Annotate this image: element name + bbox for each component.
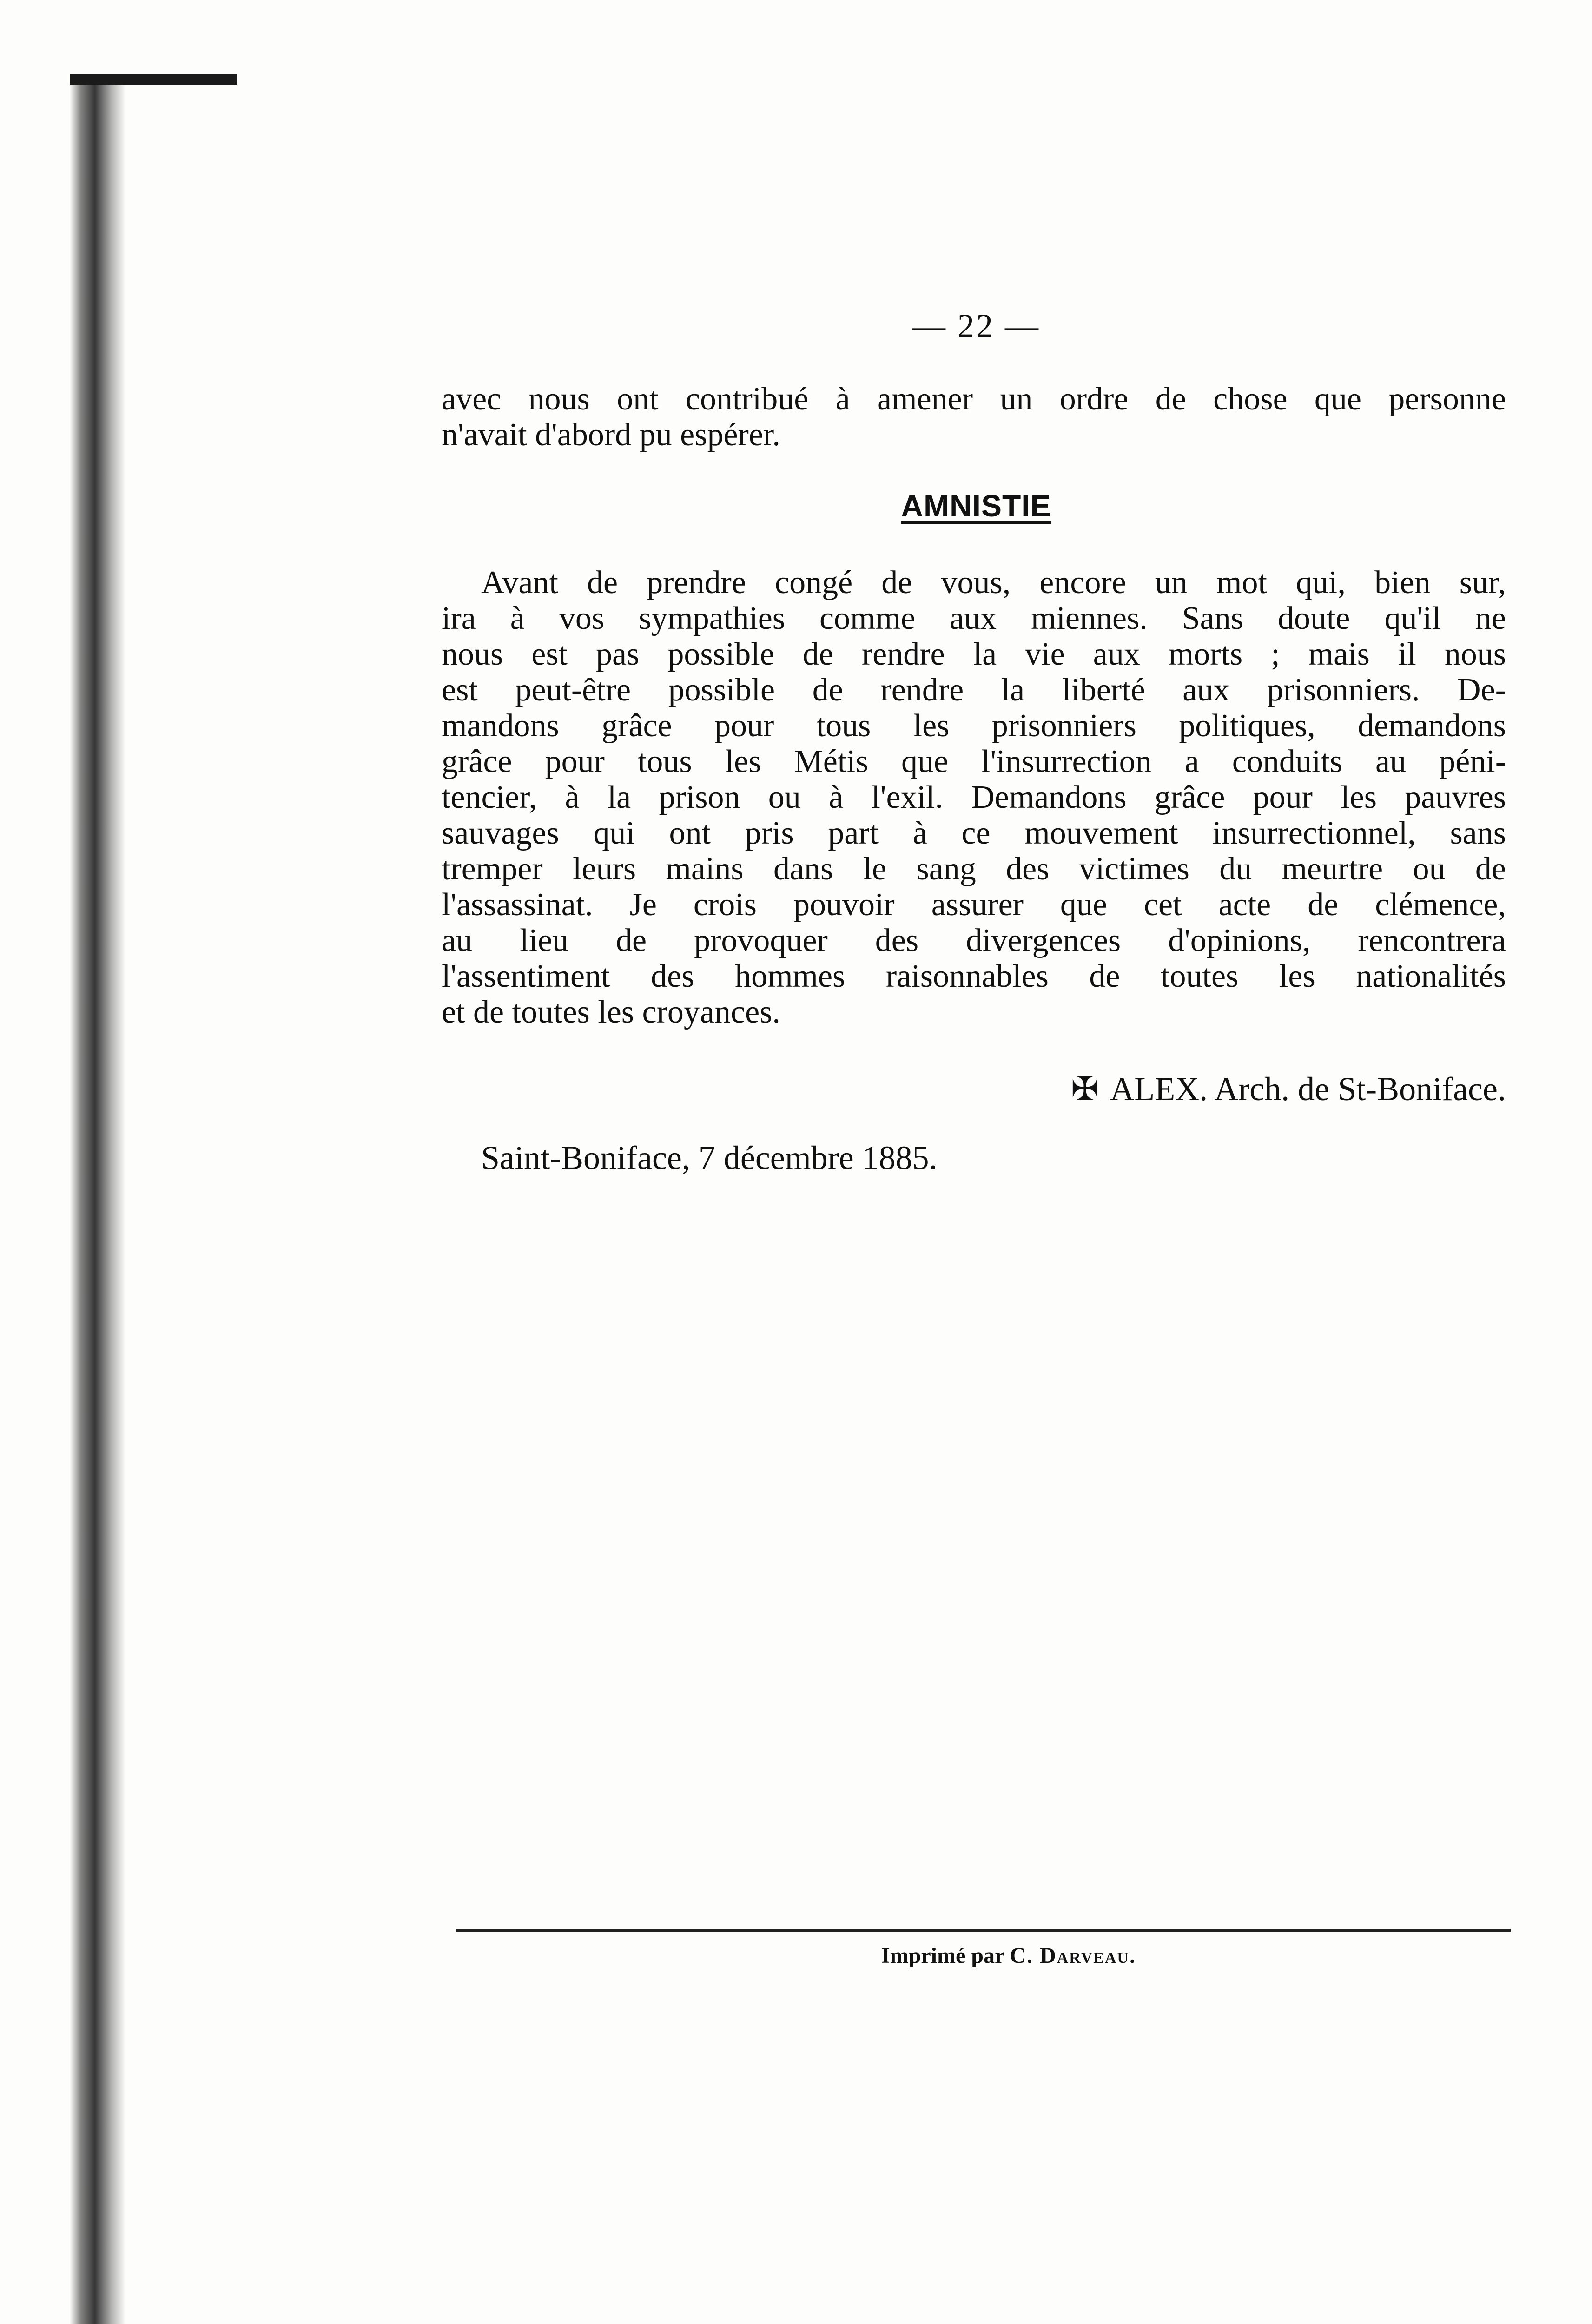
amnesty-paragraph (442, 565, 1506, 1030)
intro-paragraph (442, 381, 1506, 453)
printer-credit (799, 1943, 1218, 1968)
body-line: sauvages qui ont pris part à ce mouvement insurrectionnel, sans (442, 815, 1506, 851)
footer-rule (456, 1929, 1511, 1932)
body-line: grâce pour tous les Métis que l'insurrection a conduits au péni- (442, 744, 1506, 779)
body-line: au lieu de provoquer des divergences d'opinions, rencontrera (442, 923, 1506, 958)
printer-label: Imprimé par (881, 1943, 1004, 1968)
body-line: nous est pas possible de rendre la vie aux morts ; mais il nous (442, 636, 1506, 672)
body-line: Avant de prendre congé de vous, encore un mot qui, bien sur, (481, 565, 1506, 601)
printer-name: C. Darveau. (1010, 1943, 1136, 1968)
page-number: — 22 — (912, 307, 1040, 344)
dateline: Saint-Boniface, 7 décembre 1885. (481, 1139, 938, 1176)
intro-line: avec nous ont contribué à amener un ordre de chose que personne (442, 381, 1506, 417)
body-line: est peut-être possible de rendre la liberté aux prisonniers. De- (442, 672, 1506, 708)
binding-edge (70, 74, 126, 2324)
body-line: tencier, à la prison ou à l'exil. Demandons grâce pour les pauvres (442, 779, 1506, 815)
signature-name: ALEX. (1110, 1070, 1208, 1108)
body-line: mandons grâce pour tous les prisonniers politiques, demandons (442, 708, 1506, 744)
signature-title: Arch. de St-Boniface. (1214, 1070, 1506, 1108)
intro-line: n'avait d'abord pu espérer. (442, 417, 780, 453)
body-line: l'assentiment des hommes raisonnables de toutes les nationalités (442, 958, 1506, 994)
section-heading: AMNISTIE (901, 489, 1051, 523)
cross-icon: ✠ (1070, 1069, 1099, 1108)
body-line: l'assassinat. Je crois pouvoir assurer que cet acte de clémence, (442, 887, 1506, 923)
binding-top-edge (70, 74, 237, 85)
body-line: tremper leurs mains dans le sang des victimes du meurtre ou de (442, 851, 1506, 887)
body-line: ira à vos sympathies comme aux miennes. Sans doute qu'il ne (442, 601, 1506, 636)
signature (906, 1069, 1506, 1109)
body-line: et de toutes les croyances. (442, 994, 780, 1030)
